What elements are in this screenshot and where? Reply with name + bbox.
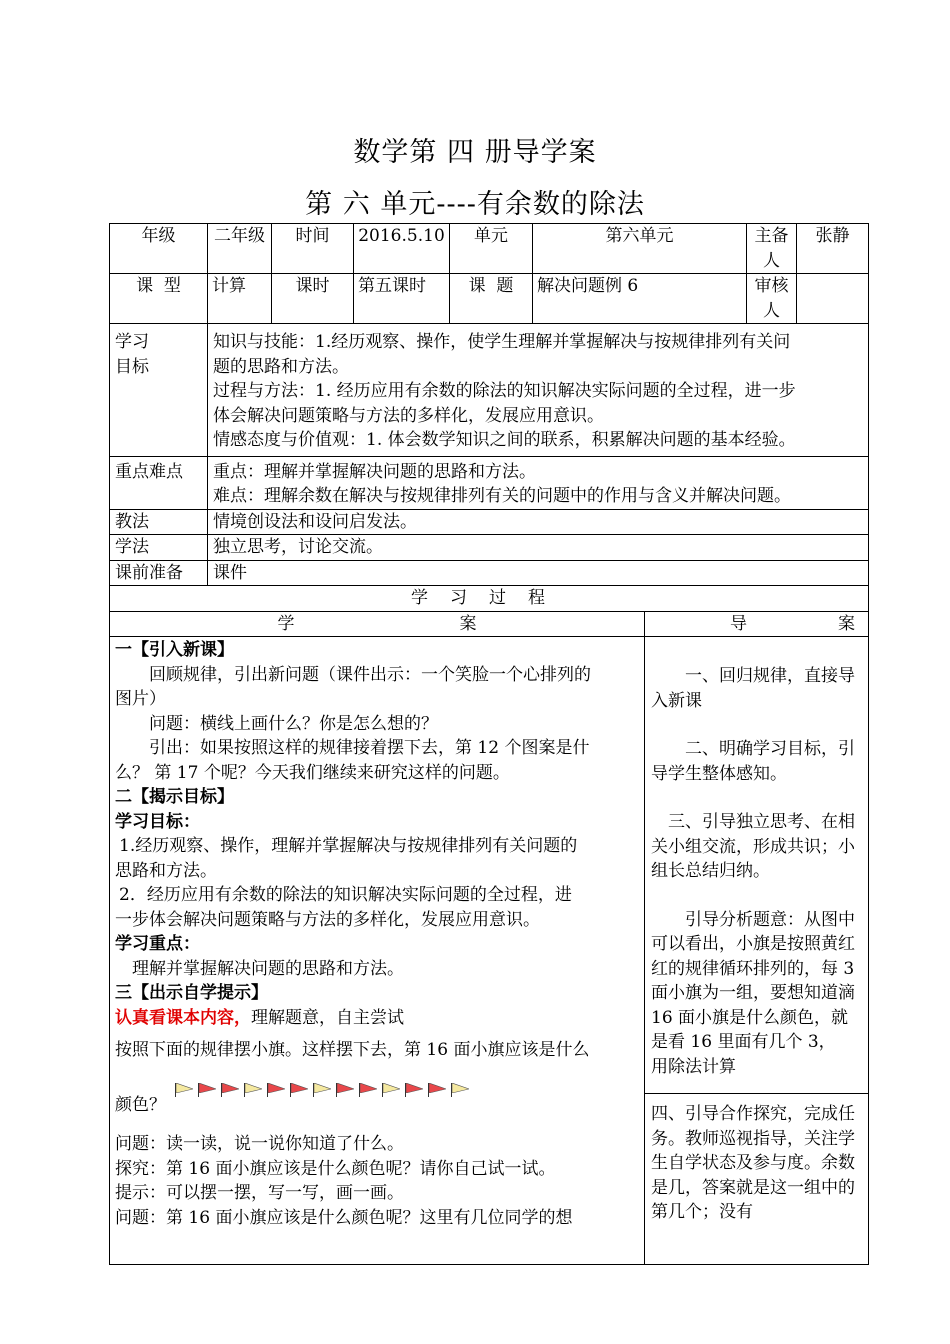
guide-plan-column <box>645 637 869 1265</box>
grade-label: 年级 <box>110 224 208 274</box>
study-text: 思路和方法。 <box>115 860 217 881</box>
flag-question-line <box>115 1093 639 1118</box>
red-flag-icon <box>358 1083 377 1097</box>
preparer-value: 张静 <box>797 224 869 274</box>
guide-text: 用除法计算 <box>651 1056 736 1077</box>
red-flag-icon <box>335 1083 354 1097</box>
reviewer-value <box>797 274 869 324</box>
header-row-1 <box>110 224 869 274</box>
difficulty-line: 难点：理解余数在解决与按规律排列有关的问题中的作用与含义并解决问题。 <box>213 486 791 506</box>
column-header-row <box>110 611 869 637</box>
time-label: 时间 <box>272 224 354 274</box>
teaching-method-row <box>110 509 869 535</box>
teaching-method-value: 情境创设法和设问启发法。 <box>208 509 869 535</box>
section-title: 三【出示自学提示】 <box>115 983 268 1003</box>
key-point-line: 重点：理解并掌握解决问题的思路和方法。 <box>213 461 536 482</box>
process-header: 学习过程 <box>110 586 869 612</box>
study-text: 引出：如果按照这样的规律接着摆下去，第 12 个图案是什 <box>149 738 590 758</box>
goal-line: 题的思路和方法。 <box>213 356 349 377</box>
header-row-2 <box>110 274 869 324</box>
preparer-label: 主备人 <box>747 224 797 274</box>
process-header-row <box>110 586 869 612</box>
study-col-char: 学 <box>277 613 295 634</box>
study-text: 按照下面的规律摆小旗。这样摆下去，第 16 面小旗应该是什么 <box>115 1040 590 1060</box>
yellow-flag-icon <box>312 1083 331 1097</box>
period-label: 课时 <box>272 274 354 324</box>
unit-value: 第六单元 <box>533 224 747 274</box>
learning-method-value: 独立思考，讨论交流。 <box>208 535 869 561</box>
goal-line: 情感态度与价值观：1. 体会数学知识之间的联系，积累解决问题的基本经验。 <box>213 430 796 450</box>
study-column-header <box>110 611 645 637</box>
guide-text: 四、引导合作探究，完成任务。教师巡视指导，关注学生自学状态及参与度。余数是几，答案就是这一组中的第几个；没有 <box>651 1104 855 1222</box>
study-text: 么？ 第 17 个呢？今天我们继续来研究这样的问题。 <box>115 762 510 783</box>
guide-text: 三、引导独立思考、在相关小组交流，形成共识；小组长总结归纳。 <box>651 812 855 881</box>
preparation-label: 课前准备 <box>110 560 208 586</box>
yellow-flag-icon <box>174 1083 193 1097</box>
study-plan-column <box>110 637 645 1265</box>
guide-text: 二、明确学习目标，引导学生整体感知。 <box>651 739 855 784</box>
goals-row <box>110 324 869 457</box>
goals-label-line: 目标 <box>115 356 149 377</box>
type-value: 计算 <box>208 274 272 324</box>
guide-text: 一、回归规律，直接导入新课 <box>651 666 855 711</box>
study-col-char: 案 <box>459 613 477 634</box>
goal-line: 过程与方法：1. 经历应用有余数的除法的知识解决实际问题的全过程，进一步 <box>213 381 796 401</box>
process-content-row <box>110 637 869 1265</box>
key-points-label: 重点难点 <box>110 456 208 509</box>
period-value: 第五课时 <box>354 274 450 324</box>
unit-title: 第 六 单元----有余数的除法 <box>305 189 645 220</box>
study-text: 问题：横线上画什么？你是怎么想的？ <box>149 713 438 734</box>
key-points-content <box>208 456 869 509</box>
section-title: 一【引入新课】 <box>115 640 234 660</box>
reviewer-label: 审核人 <box>747 274 797 324</box>
topic-value: 解决问题例 6 <box>533 274 747 324</box>
study-text: 探究：第 16 面小旗应该是什么颜色呢？请你自己试一试。 <box>115 1158 556 1179</box>
guide-col-char: 案 <box>838 613 855 634</box>
key-points-row <box>110 456 869 509</box>
red-flag-icon <box>427 1083 446 1097</box>
study-text: 提示：可以摆一摆，写一写，画一画。 <box>115 1183 404 1203</box>
preparation-row <box>110 560 869 586</box>
study-text: 问题：读一读，说一说你知道了什么。 <box>115 1134 404 1154</box>
study-text: 2．经历应用有余数的除法的知识解决实际问题的全过程，进 <box>119 885 572 905</box>
study-text: 1.经历观察、操作，理解并掌握解决与按规律排列有关问题的 <box>119 836 578 856</box>
red-flag-icon <box>404 1083 423 1097</box>
study-text: 一步体会解决问题策略与方法的多样化，发展应用意识。 <box>115 909 540 930</box>
teaching-method-label: 教法 <box>110 509 208 535</box>
study-text: 理解题意，自主尝试 <box>251 1007 404 1028</box>
highlight-text: 认真看课本内容， <box>115 1007 251 1028</box>
learning-method-label: 学法 <box>110 535 208 561</box>
section-title: 二【揭示目标】 <box>115 787 234 807</box>
red-flag-icon <box>197 1083 216 1097</box>
preparation-value: 课件 <box>208 560 869 586</box>
red-flag-icon <box>289 1083 308 1097</box>
study-text: 问题：第 16 面小旗应该是什么颜色呢？这里有几位同学的想 <box>115 1207 573 1228</box>
goal-line: 体会解决问题策略与方法的多样化，发展应用意识。 <box>213 405 604 426</box>
flag-sequence <box>174 1083 469 1097</box>
study-text: 回顾规律，引出新问题（课件出示：一个笑脸一个心排列的 <box>149 664 591 685</box>
guide-column-header <box>645 611 869 637</box>
yellow-flag-icon <box>450 1083 469 1097</box>
unit-label: 单元 <box>450 224 533 274</box>
guide-col-char: 导 <box>730 613 747 634</box>
study-text <box>115 1006 639 1031</box>
goals-content <box>208 324 869 457</box>
topic-label: 课 题 <box>450 274 533 324</box>
study-text: 颜色？ <box>115 1094 166 1115</box>
learning-method-row <box>110 535 869 561</box>
goal-line: 知识与技能：1.经历观察、操作，使学生理解并掌握解决与按规律排列有关问 <box>213 332 791 352</box>
subsection-title: 学习目标： <box>115 811 200 832</box>
grade-value: 二年级 <box>208 224 272 274</box>
subsection-title: 学习重点： <box>115 934 200 954</box>
yellow-flag-icon <box>381 1083 400 1097</box>
lesson-plan-table <box>109 223 869 1265</box>
red-flag-icon <box>220 1083 239 1097</box>
goals-label-line: 学习 <box>115 332 149 352</box>
yellow-flag-icon <box>243 1083 262 1097</box>
study-text: 图片） <box>115 689 166 709</box>
red-flag-icon <box>266 1083 285 1097</box>
type-label: 课 型 <box>110 274 208 324</box>
goals-label <box>110 324 208 457</box>
study-text: 理解并掌握解决问题的思路和方法。 <box>132 958 404 979</box>
divider <box>645 1093 868 1094</box>
document-title: 数学第 四 册导学案 <box>353 137 597 168</box>
guide-text: 引导分析题意：从图中可以看出，小旗是按照黄红红的规律循环排列的，每 3 面小旗为一组，要想知道滴 16 面小旗是什么颜色，就是看 16 里面有几个 3， <box>651 909 855 1052</box>
time-value: 2016.5.10 <box>354 224 450 274</box>
